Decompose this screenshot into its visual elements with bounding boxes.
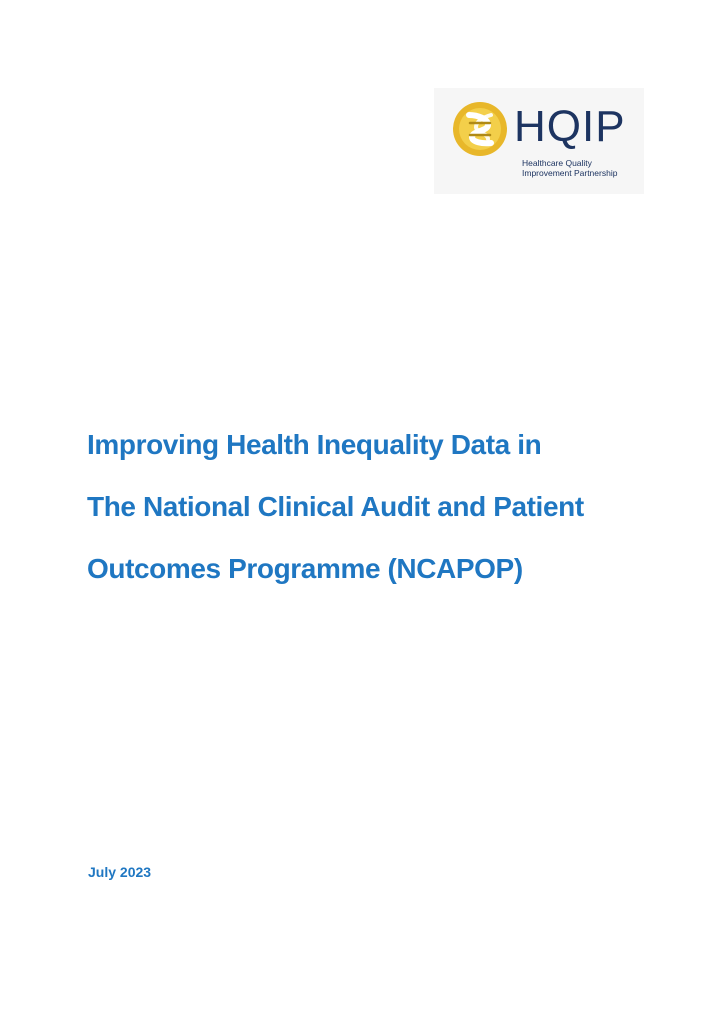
logo-tagline-line2: Improvement Partnership (522, 168, 618, 178)
document-title (87, 414, 687, 600)
publication-date: July 2023 (88, 864, 152, 880)
title-line-3: Outcomes Programme (NCAPOP) (87, 553, 523, 584)
title-line-2: The National Clinical Audit and Patient (87, 491, 584, 522)
hqip-logo (434, 88, 644, 194)
title-line-1: Improving Health Inequality Data in (87, 429, 542, 460)
logo-wordmark: HQIP (514, 102, 626, 151)
logo-tagline (522, 158, 617, 178)
logo-tagline-line1: Healthcare Quality (522, 158, 592, 168)
hqip-emblem-icon (452, 101, 508, 157)
